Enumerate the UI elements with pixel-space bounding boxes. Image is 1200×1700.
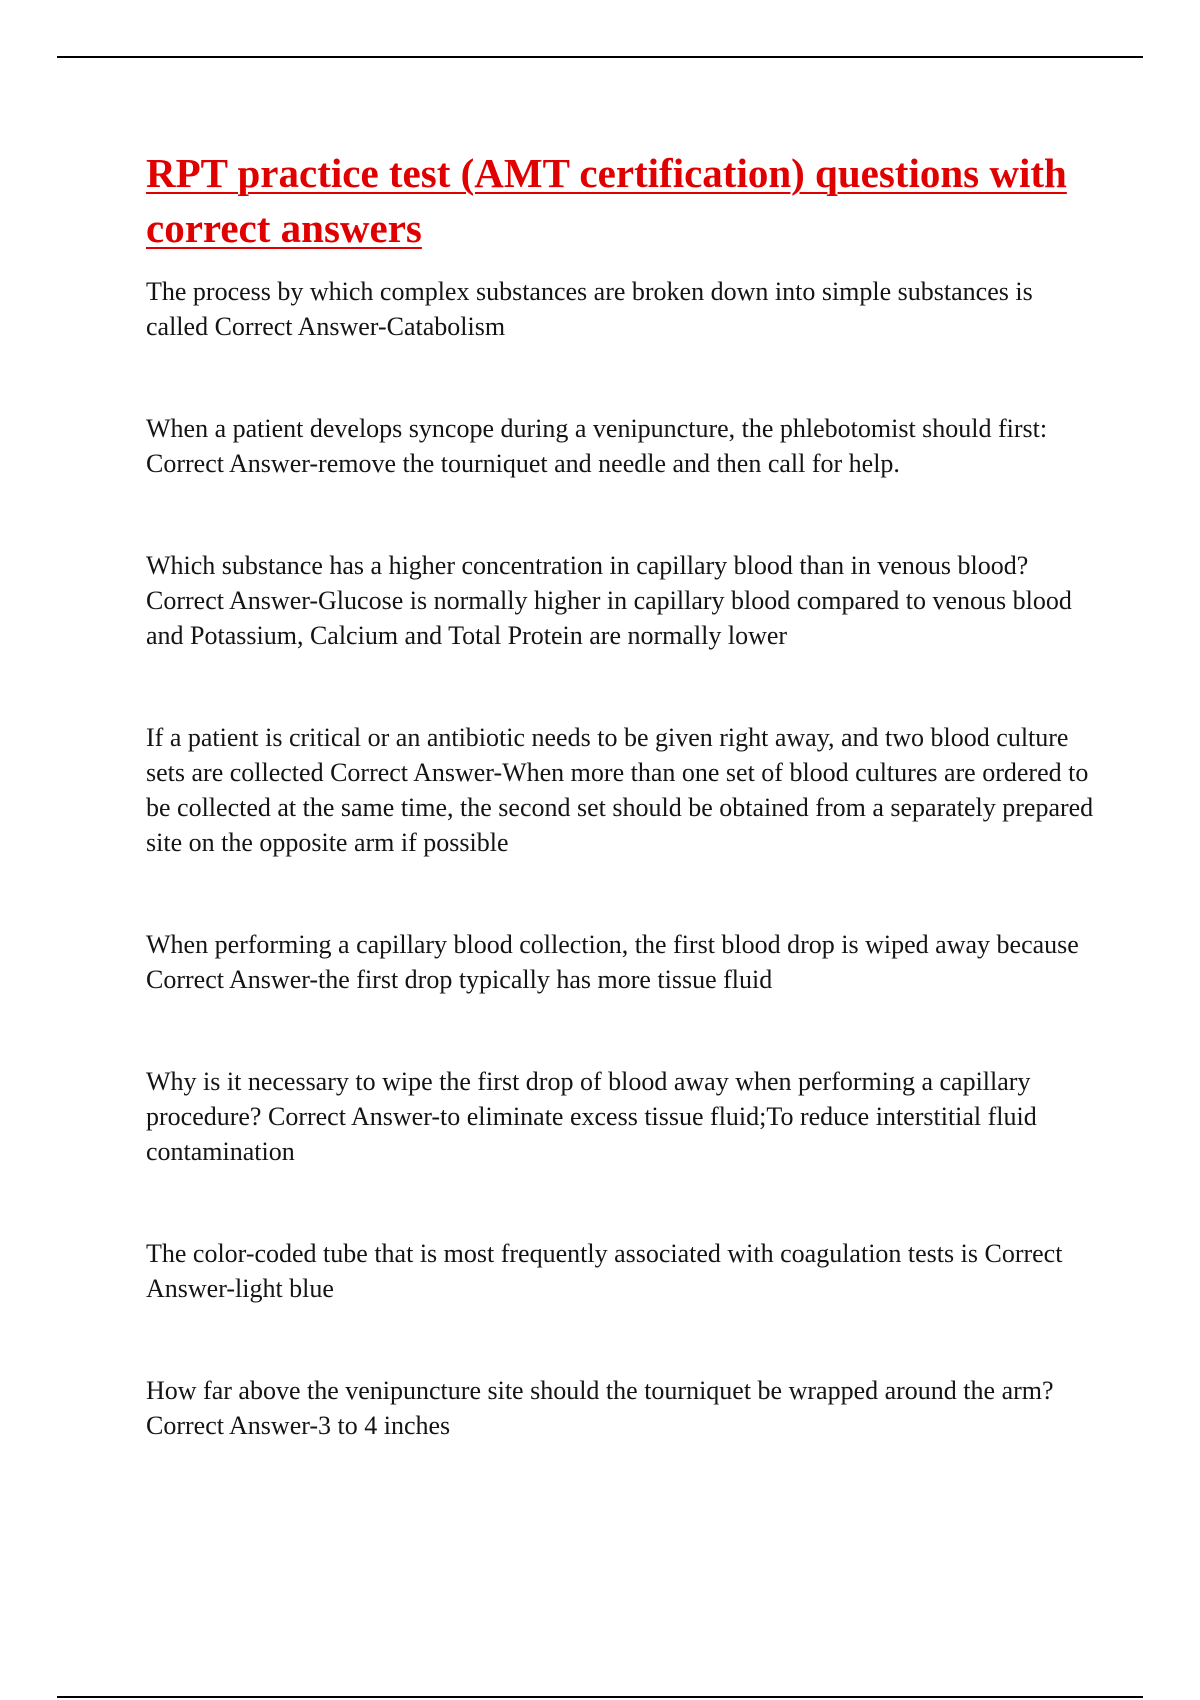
- qa-item-4: If a patient is critical or an antibiotic needs to be given right away, and two blood culture sets are collected Correct Answer-When more than one set of blood cultures are ordered to be collected at the same time, the second set should be obtained from a separately prepared site on the opposite arm if possible: [146, 723, 1094, 857]
- qa-item-8: How far above the venipuncture site should the tourniquet be wrapped around the arm? Correct Answer-3 to 4 inches: [146, 1376, 1054, 1440]
- qa-item-3: Which substance has a higher concentration in capillary blood than in venous blood? Correct Answer-Glucose is normally higher in capillary blood compared to venous blood and Potassium, Calcium and Total Protein are normally lower: [146, 551, 1072, 650]
- qa-item-2: When a patient develops syncope during a venipuncture, the phlebotomist should first: Correct Answer-remove the tourniquet and needle and then call for help.: [146, 414, 1048, 478]
- document-title: RPT practice test (AMT certification) questions with correct answers: [146, 150, 1067, 251]
- qa-item-5: When performing a capillary blood collection, the first blood drop is wiped away because Correct Answer-the first drop typically has more tissue fluid: [146, 930, 1079, 994]
- qa-item-7: The color-coded tube that is most frequently associated with coagulation tests is Correct Answer-light blue: [146, 1239, 1063, 1303]
- document-body: [146, 146, 1096, 1510]
- header-rule: [57, 56, 1143, 58]
- qa-item-1: The process by which complex substances are broken down into simple substances is called Correct Answer-Catabolism: [146, 277, 1033, 341]
- qa-item-6: Why is it necessary to wipe the first drop of blood away when performing a capillary procedure? Correct Answer-to eliminate excess tissue fluid;To reduce interstitial fluid contamination: [146, 1067, 1037, 1166]
- footer-rule: [57, 1696, 1143, 1698]
